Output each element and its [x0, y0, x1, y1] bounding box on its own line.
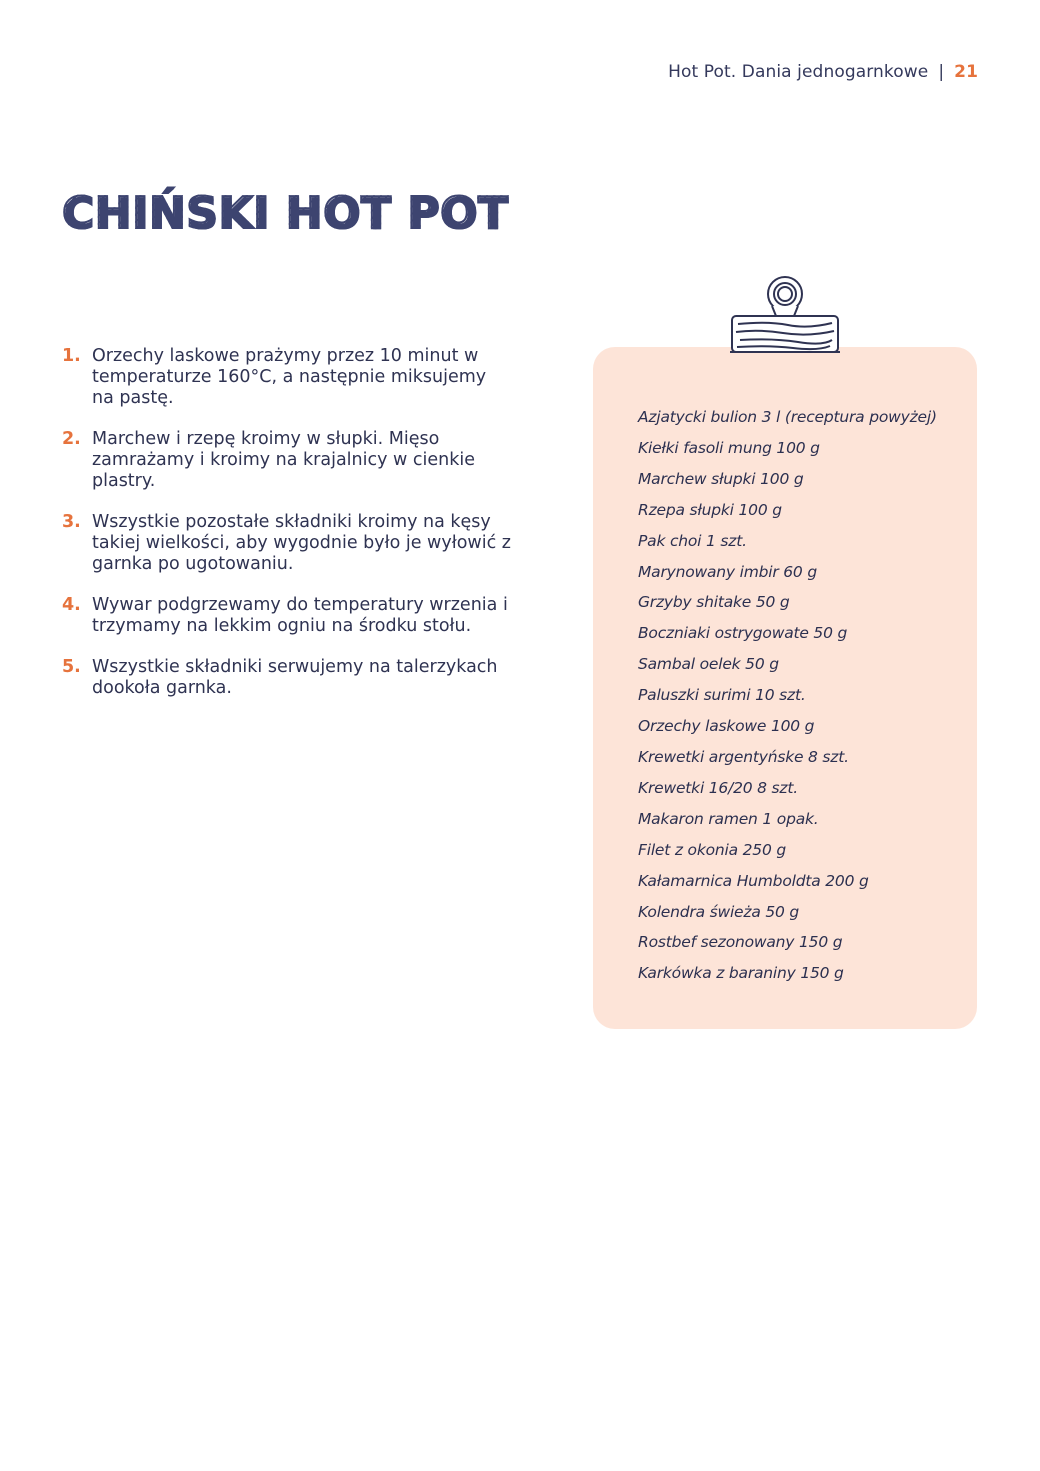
ingredient-item: Krewetki argentyńske 8 szt. — [638, 747, 849, 766]
ingredient-item: Paluszki surimi 10 szt. — [638, 686, 806, 705]
step-item — [62, 595, 512, 637]
ingredient-item: Boczniaki ostrygowate 50 g — [638, 624, 848, 643]
ingredient-item: Karkówka z baraniny 150 g — [638, 964, 844, 983]
ingredient-item: Kolendra świeża 50 g — [638, 902, 800, 921]
step-text: Wszystkie składniki serwujemy na talerzykach dookoła garnka. — [92, 657, 498, 698]
step-text: Orzechy laskowe prażymy przez 10 minut w temperaturze 160°C, a następnie miksujemy na pastę. — [92, 346, 487, 408]
ingredients-list — [638, 402, 937, 989]
ingredient-item: Kałamarnica Humboldta 200 g — [638, 871, 869, 890]
step-number: 2. — [62, 429, 81, 449]
ingredient-item: Sambal oelek 50 g — [638, 655, 779, 674]
step-item — [62, 657, 512, 699]
step-item — [62, 346, 512, 409]
ingredient-item: Makaron ramen 1 opak. — [638, 809, 819, 828]
ingredient-item: Marynowany imbir 60 g — [638, 562, 817, 581]
step-text: Wszystkie pozostałe składniki kroimy na kęsy takiej wielkości, aby wygodnie było je wyłowić z garnka po ugotowaniu. — [92, 512, 511, 574]
ingredient-item: Rzepa słupki 100 g — [638, 500, 782, 519]
step-number: 1. — [62, 346, 81, 366]
ingredient-item: Pak choi 1 szt. — [638, 531, 747, 550]
ingredient-item: Marchew słupki 100 g — [638, 469, 804, 488]
page-number: 21 — [954, 62, 978, 82]
ingredient-item: Kiełki fasoli mung 100 g — [638, 438, 820, 457]
steps-list — [62, 346, 512, 719]
step-item — [62, 512, 512, 575]
step-number: 3. — [62, 512, 81, 532]
step-item — [62, 429, 512, 492]
book-title: Hot Pot. Dania jednogarnkowe — [668, 62, 929, 82]
page-header — [668, 62, 978, 82]
step-text: Marchew i rzepę kroimy w słupki. Mięso zamrażamy i kroimy na krajalnicy w cienkie plastry. — [92, 429, 476, 491]
step-number: 4. — [62, 595, 81, 615]
recipe-title: CHIŃSKI HOT POT — [62, 188, 509, 239]
step-number: 5. — [62, 657, 81, 677]
step-text: Wywar podgrzewamy do temperatury wrzenia i trzymamy na lekkim ogniu na środku stołu. — [92, 595, 508, 636]
ingredient-item: Filet z okonia 250 g — [638, 840, 786, 859]
ingredient-item: Rostbef sezonowany 150 g — [638, 933, 843, 952]
ingredient-item: Orzechy laskowe 100 g — [638, 717, 815, 736]
clipboard-clip-icon — [728, 272, 842, 358]
header-separator: | — [938, 62, 945, 82]
ingredient-item: Grzyby shitake 50 g — [638, 593, 790, 612]
ingredient-item: Azjatycki bulion 3 l (receptura powyżej) — [638, 408, 937, 426]
ingredient-item: Krewetki 16/20 8 szt. — [638, 778, 798, 797]
